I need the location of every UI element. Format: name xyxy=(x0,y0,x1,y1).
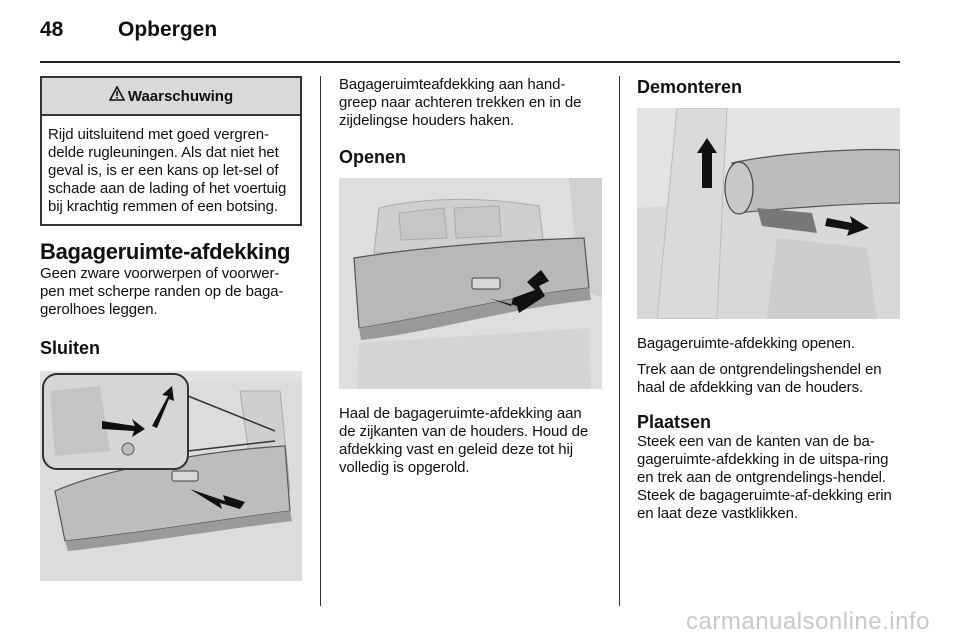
header-rule xyxy=(40,61,900,63)
column-divider xyxy=(320,76,321,606)
section-heading: Bagageruimte-afdekking xyxy=(40,239,291,264)
warning-box xyxy=(40,76,302,226)
figure-demonteren xyxy=(637,108,900,319)
warning-triangle-icon xyxy=(109,86,125,106)
sluiten-heading: Sluiten xyxy=(40,338,101,358)
openen-heading: Openen xyxy=(339,147,407,167)
column-right xyxy=(637,76,900,523)
warning-header xyxy=(42,78,300,116)
demonteren-illustration xyxy=(637,108,900,319)
figure-openen xyxy=(339,178,602,389)
watermark: carmanualsonline.info xyxy=(686,608,930,635)
warning-body xyxy=(42,116,300,224)
column-middle xyxy=(339,76,602,477)
section-intro: Geen zware voorwerpen of voorwer-pen met scherpe randen op de baga-gerolhoes leggen. xyxy=(40,265,284,318)
sluiten-illustration xyxy=(40,371,302,581)
openen-illustration xyxy=(339,178,602,389)
demonteren-text-1: Bagageruimte-afdekking openen. xyxy=(637,335,855,352)
figure-sluiten xyxy=(40,371,302,581)
plaatsen-heading: Plaatsen xyxy=(637,412,712,432)
col2-intro: Bagageruimteafdekking aan hand-greep naar achteren trekken en in de zijdelingse houders haken. xyxy=(339,76,582,129)
page-title: Opbergen xyxy=(118,18,218,41)
column-divider xyxy=(619,76,620,606)
demonteren-heading: Demonteren xyxy=(637,77,743,97)
plaatsen-text: Steek een van de kanten van de ba-gageruimte-afdekking in de uitspa-ring en trek aan de ontgrendelings-hendel. Steek de bagageruimte-af-dekking erin en laat deze vastklikken. xyxy=(637,433,892,522)
column-left xyxy=(40,76,302,581)
page-number: 48 xyxy=(40,18,64,41)
demonteren-text-2: Trek aan de ontgrendelingshendel en haal de afdekking van de houders. xyxy=(637,361,882,396)
page-header xyxy=(40,18,900,60)
warning-text: Rijd uitsluitend met goed vergren-delde rugleuningen. Als dat niet het geval is, is er een kans op let-sel of schade aan de lading of het voertuig bij krachtig remmen of een botsing. xyxy=(48,126,287,215)
warning-title: Waarschuwing xyxy=(127,87,234,105)
openen-text: Haal de bagageruimte-afdekking aan de zijkanten van de houders. Houd de afdekking vast en geleid deze tot hij volledig is opgerold. xyxy=(339,405,589,476)
